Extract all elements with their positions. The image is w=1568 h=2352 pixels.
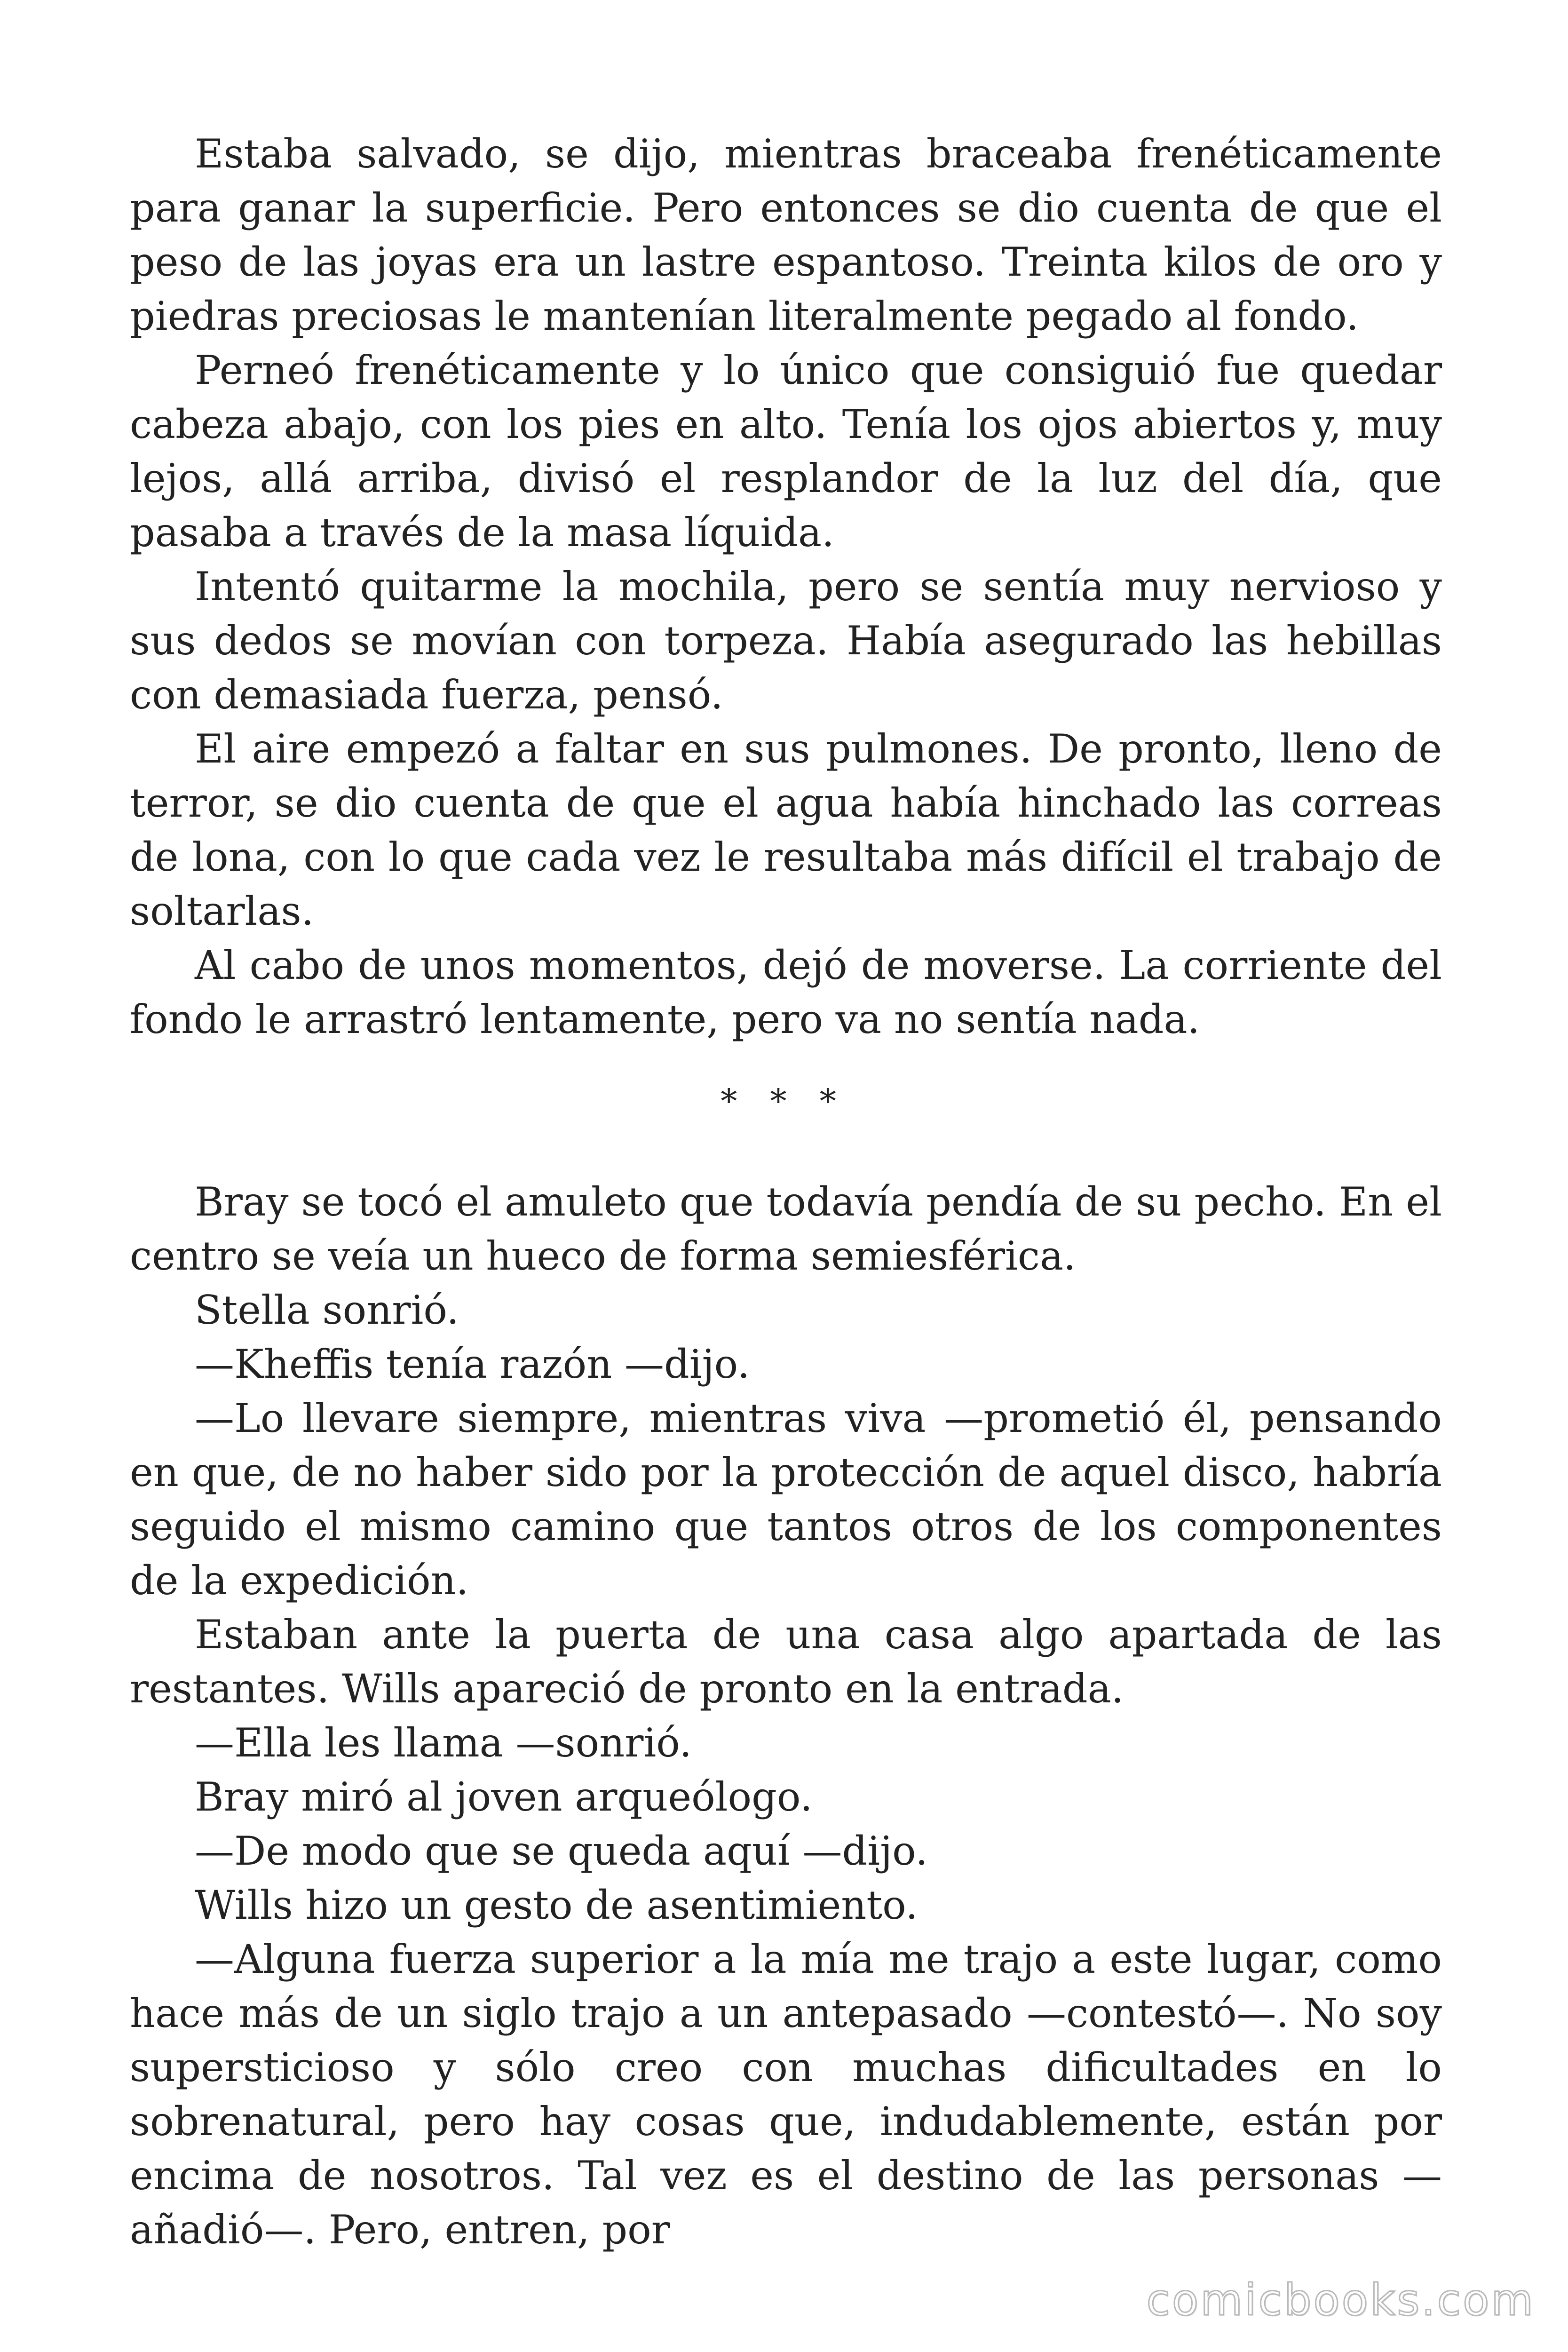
paragraph: El aire empezó a faltar en sus pulmones. De pronto, lleno de terror, se dio cuenta de que el agua había hinchado las correas de lona, con lo que cada vez le resultaba más difícil el trabajo de soltarlas.	[130, 726, 1442, 934]
text-block-top	[130, 127, 1442, 1047]
paragraph: Wills hizo un gesto de asentimiento.	[195, 1882, 918, 1928]
paragraph: Bray miró al joven arqueólogo.	[195, 1774, 813, 1820]
paragraph: Bray se tocó el amuleto que todavía pendía de su pecho. En el centro se veía un hueco de forma semiesférica.	[130, 1179, 1442, 1279]
paragraph: Perneó frenéticamente y lo único que consiguió fue quedar cabeza abajo, con los pies en alto. Tenía los ojos abiertos y, muy lejos, allá arriba, divisó el resplandor de la luz del día, que pasaba a través de la masa líquida.	[130, 347, 1442, 556]
paragraph: —Kheffis tenía razón —dijo.	[195, 1341, 750, 1387]
paragraph: Al cabo de unos momentos, dejó de moverse. La corriente del fondo le arrastró lentamente, pero va no sentía nada.	[130, 942, 1442, 1042]
paragraph: —De modo que se queda aquí —dijo.	[195, 1828, 928, 1874]
scene-break: * * *	[721, 1082, 847, 1120]
paragraph: —Alguna fuerza superior a la mía me trajo a este lugar, como hace más de un siglo trajo a un antepasado —contestó—. No soy supersticioso y sólo creo con muchas dificultades en lo sobrenatural, pero hay cosas que, indudablemente, están por encima de nosotros. Tal vez es el destino de las personas —añadió—. Pero, entren, por	[130, 1936, 1442, 2253]
paragraph: Estaba salvado, se dijo, mientras braceaba frenéticamente para ganar la superficie. Pero entonces se dio cuenta de que el peso de las joyas era un lastre espantoso. Treinta kilos de oro y piedras preciosas le mantenían literalmente pegado al fondo.	[130, 131, 1442, 339]
paragraph: Stella sonrió.	[195, 1287, 459, 1333]
paragraph: Estaban ante la puerta de una casa algo apartada de las restantes. Wills apareció de pronto en la entrada.	[130, 1612, 1442, 1712]
text-block-bottom	[130, 1175, 1442, 2257]
paragraph: —Ella les llama —sonrió.	[195, 1720, 692, 1766]
paragraph: Intentó quitarme la mochila, pero se sentía muy nervioso y sus dedos se movían con torpeza. Había asegurado las hebillas con demasiada fuerza, pensó.	[130, 564, 1442, 718]
paragraph: —Lo llevare siempre, mientras viva —prometió él, pensando en que, de no haber sido por la protección de aquel disco, habría seguido el mismo camino que tantos otros de los componentes de la expedición.	[130, 1395, 1442, 1604]
watermark-logo: comicbooks.com	[1146, 2275, 1535, 2325]
